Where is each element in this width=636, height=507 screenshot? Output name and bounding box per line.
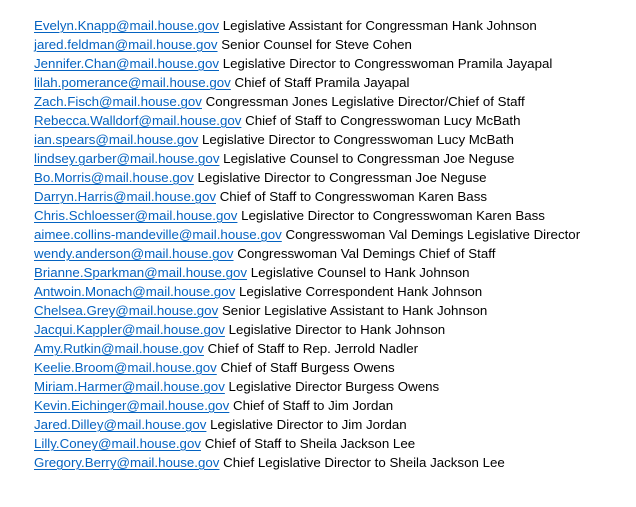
email-link[interactable]: lindsey.garber@mail.house.gov xyxy=(34,151,220,166)
list-item xyxy=(34,339,634,358)
email-link[interactable]: Brianne.Sparkman@mail.house.gov xyxy=(34,265,248,280)
email-link[interactable]: Jennifer.Chan@mail.house.gov xyxy=(34,56,219,71)
contact-list xyxy=(34,16,634,472)
list-item xyxy=(34,168,634,187)
email-link[interactable]: jared.feldman@mail.house.gov xyxy=(34,37,218,52)
list-item xyxy=(34,377,634,396)
contact-description: Chief of Staff to Sheila Jackson Lee xyxy=(204,436,416,451)
email-link[interactable]: Chelsea.Grey@mail.house.gov xyxy=(34,303,219,318)
list-item xyxy=(34,415,634,434)
contact-description: Legislative Director to Hank Johnson xyxy=(228,322,446,337)
list-item xyxy=(34,149,634,168)
email-link[interactable]: Keelie.Broom@mail.house.gov xyxy=(34,360,217,375)
contact-description: Chief of Staff to Rep. Jerrold Nadler xyxy=(207,341,419,356)
list-item xyxy=(34,301,634,320)
list-item xyxy=(34,244,634,263)
list-item xyxy=(34,35,634,54)
email-link[interactable]: Lilly.Coney@mail.house.gov xyxy=(34,436,201,451)
email-link[interactable]: Chris.Schloesser@mail.house.gov xyxy=(34,208,238,223)
email-link[interactable]: Jacqui.Kappler@mail.house.gov xyxy=(34,322,225,337)
list-item xyxy=(34,187,634,206)
list-item xyxy=(34,16,634,35)
list-item xyxy=(34,434,634,453)
list-item xyxy=(34,225,634,244)
contact-description: Chief of Staff Pramila Jayapal xyxy=(234,75,410,90)
contact-description: Legislative Director to Congresswoman Karen Bass xyxy=(241,208,545,223)
email-link[interactable]: Darryn.Harris@mail.house.gov xyxy=(34,189,216,204)
contact-description: Legislative Director to Congressman Joe Neguse xyxy=(197,170,487,185)
email-link[interactable]: Evelyn.Knapp@mail.house.gov xyxy=(34,18,219,33)
contact-description: Congresswoman Val Demings Chief of Staff xyxy=(237,246,496,261)
contact-description: Chief Legislative Director to Sheila Jackson Lee xyxy=(223,455,505,470)
contact-description: Legislative Director Burgess Owens xyxy=(228,379,440,394)
contact-description: Chief of Staff Burgess Owens xyxy=(220,360,395,375)
list-item xyxy=(34,453,634,472)
contact-description: Legislative Director to Congresswoman Pramila Jayapal xyxy=(222,56,553,71)
email-link[interactable]: aimee.collins-mandeville@mail.house.gov xyxy=(34,227,282,242)
contact-description: Legislative Counsel to Hank Johnson xyxy=(250,265,470,280)
list-item xyxy=(34,130,634,149)
contact-description: Legislative Counsel to Congressman Joe Neguse xyxy=(223,151,515,166)
email-link[interactable]: Bo.Morris@mail.house.gov xyxy=(34,170,194,185)
contact-description: Congresswoman Val Demings Legislative Director xyxy=(285,227,581,242)
email-link[interactable]: Antwoin.Monach@mail.house.gov xyxy=(34,284,236,299)
list-item xyxy=(34,92,634,111)
list-item xyxy=(34,320,634,339)
contact-description: Senior Counsel for Steve Cohen xyxy=(221,37,412,52)
contact-description: Legislative Correspondent Hank Johnson xyxy=(238,284,483,299)
email-link[interactable]: Kevin.Eichinger@mail.house.gov xyxy=(34,398,230,413)
email-link[interactable]: Zach.Fisch@mail.house.gov xyxy=(34,94,202,109)
contact-description: Legislative Director to Congresswoman Lucy McBath xyxy=(202,132,514,147)
email-link[interactable]: wendy.anderson@mail.house.gov xyxy=(34,246,234,261)
contact-description: Senior Legislative Assistant to Hank Johnson xyxy=(221,303,488,318)
contact-description: Chief of Staff to Congresswoman Karen Bass xyxy=(219,189,487,204)
list-item xyxy=(34,73,634,92)
contact-description: Chief of Staff to Jim Jordan xyxy=(233,398,394,413)
contact-description: Congressman Jones Legislative Director/Chief of Staff xyxy=(205,94,525,109)
list-item xyxy=(34,396,634,415)
email-link[interactable]: Amy.Rutkin@mail.house.gov xyxy=(34,341,204,356)
email-link[interactable]: lilah.pomerance@mail.house.gov xyxy=(34,75,231,90)
list-item xyxy=(34,282,634,301)
contact-description: Legislative Assistant for Congressman Hank Johnson xyxy=(222,18,537,33)
list-item xyxy=(34,54,634,73)
list-item xyxy=(34,206,634,225)
email-link[interactable]: ian.spears@mail.house.gov xyxy=(34,132,199,147)
list-item xyxy=(34,111,634,130)
email-link[interactable]: Jared.Dilley@mail.house.gov xyxy=(34,417,207,432)
email-link[interactable]: Rebecca.Walldorf@mail.house.gov xyxy=(34,113,242,128)
contact-description: Legislative Director to Jim Jordan xyxy=(210,417,407,432)
list-item xyxy=(34,263,634,282)
email-link[interactable]: Miriam.Harmer@mail.house.gov xyxy=(34,379,225,394)
list-item xyxy=(34,358,634,377)
contact-description: Chief of Staff to Congresswoman Lucy McBath xyxy=(245,113,521,128)
email-link[interactable]: Gregory.Berry@mail.house.gov xyxy=(34,455,220,470)
